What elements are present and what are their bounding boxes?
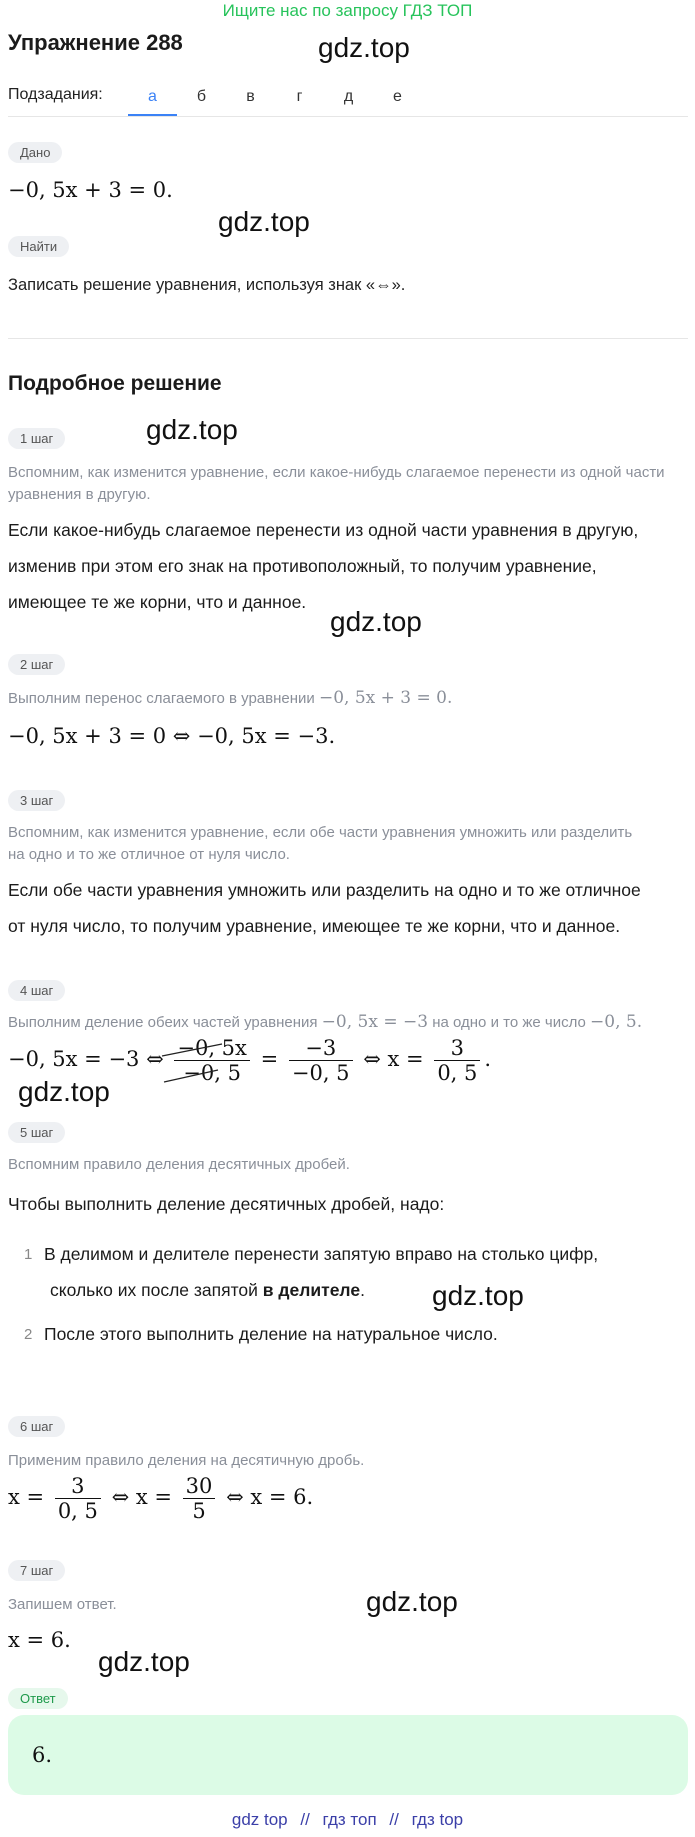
watermark: gdz.top — [146, 414, 238, 445]
step-hint: Вспомним правило деления десятичных дробей. — [8, 1156, 350, 1173]
watermark: gdz.top — [98, 1646, 190, 1677]
tab-d[interactable]: д — [343, 88, 354, 105]
watermark: gdz.top — [218, 206, 310, 237]
answer-chip: Ответ — [8, 1688, 68, 1709]
step-text-line: Если какое-нибудь слагаемое перенести из одной части уравнения в другую, — [8, 520, 639, 540]
step-equation: x = 6. — [8, 1628, 71, 1652]
watermark: gdz.top — [432, 1280, 524, 1311]
list-number: 1 — [24, 1246, 33, 1263]
step-chip: 1 шаг — [8, 428, 65, 449]
watermark: gdz.top — [318, 32, 410, 63]
fraction: $\frac{30}{5}$ — [183, 1474, 216, 1523]
step-text-line: изменив при этом его знак на противоположный, то получим уравнение, — [8, 556, 597, 576]
step-equation: x = $\frac{3}{0, 5}$ ⇔ x = $\frac{30}{5}$ ⇔ x = 6. — [8, 1474, 314, 1523]
answer-value: 6. — [32, 1743, 53, 1767]
step-hint: Применим правило деления на десятичную дробь. — [8, 1452, 365, 1469]
list-item: В делимом и делителе перенести запятую вправо на столько цифр, — [44, 1244, 599, 1264]
answer-box — [8, 1715, 688, 1795]
subtasks-label: Подзадания: — [8, 86, 103, 103]
step-hint: Вспомним, как изменится уравнение, если обе части уравнения умножить или разделить на одно и то же отличное от нуля число. — [8, 824, 633, 863]
watermark: gdz.top — [330, 606, 422, 637]
footer-link[interactable]: гдз топ — [322, 1810, 377, 1829]
step-intro: Чтобы выполнить деление десятичных дробей, надо: — [8, 1194, 445, 1214]
step-chip: 3 шаг — [8, 790, 65, 811]
tab-a[interactable]: а — [128, 78, 177, 116]
tab-b[interactable]: б — [196, 88, 207, 105]
footer-separator: // — [389, 1810, 399, 1829]
divider — [8, 338, 688, 339]
step-text-line: от нуля число, то получим уравнение, имеющее те же корни, что и данное. — [8, 916, 621, 936]
tab-g[interactable]: г — [296, 88, 303, 105]
footer-links — [0, 1810, 695, 1830]
page-title: Упражнение 288 — [8, 30, 183, 55]
step-hint: Выполним деление обеих частей уравнения −0, 5x = −3 на одно и то же число −0, 5. — [8, 1012, 643, 1032]
fraction: $\frac{3}{0, 5}$ — [434, 1036, 480, 1085]
tab-e[interactable]: е — [393, 88, 402, 105]
step-text-line: Если обе части уравнения умножить или разделить на одно и то же отличное — [8, 880, 641, 900]
tab-v[interactable]: в — [246, 88, 255, 105]
fraction: $\frac{3}{0, 5}$ — [55, 1474, 101, 1523]
watermark: gdz.top — [18, 1076, 110, 1107]
step-text-line: имеющее те же корни, что и данное. — [8, 592, 307, 612]
list-number: 2 — [24, 1326, 33, 1343]
step-chip: 5 шаг — [8, 1122, 65, 1143]
find-chip: Найти — [8, 236, 69, 257]
step-chip: 6 шаг — [8, 1416, 65, 1437]
step-chip: 2 шаг — [8, 654, 65, 675]
list-item-cont: сколько их после запятой в делителе. — [50, 1280, 365, 1300]
subtask-tabs — [128, 78, 422, 116]
given-equation: −0, 5x + 3 = 0. — [8, 178, 173, 202]
search-banner[interactable]: Ищите нас по запросу ГДЗ ТОП — [222, 1, 473, 20]
list-item: После этого выполнить деление на натуральное число. — [44, 1324, 498, 1344]
step-chip: 7 шаг — [8, 1560, 65, 1581]
footer-link[interactable]: гдз top — [411, 1810, 464, 1829]
step-hint: Выполним перенос слагаемого в уравнении −0, 5x + 3 = 0. — [8, 688, 453, 708]
step-hint: Запишем ответ. — [8, 1596, 117, 1613]
fraction: $\frac{-0, 5x}{-0, 5}$ — [174, 1036, 250, 1085]
cancel-strike-marks — [160, 1038, 226, 1088]
given-chip: Дано — [8, 142, 62, 163]
footer-separator: // — [300, 1810, 310, 1829]
fraction: $\frac{-3}{-0, 5}$ — [289, 1036, 353, 1085]
step-hint: Вспомним, как изменится уравнение, если какое-нибудь слагаемое перенести из одной части уравнения в другую. — [8, 464, 665, 503]
find-text: Записать решение уравнения, используя знак «⇔». — [8, 276, 406, 294]
watermark: gdz.top — [366, 1586, 458, 1617]
step-chip: 4 шаг — [8, 980, 65, 1001]
solution-title: Подробное решение — [8, 372, 222, 395]
step-equation: −0, 5x = −3 ⇔ $\frac{-0, 5x}{-0, 5}$ = $\frac{-3}{-0, 5}$ ⇔ x = $\frac{3}{0, 5}$ . — [8, 1036, 492, 1085]
divider — [8, 116, 688, 117]
footer-link[interactable]: gdz top — [231, 1810, 288, 1829]
step-equation: −0, 5x + 3 = 0 ⇔ −0, 5x = −3. — [8, 724, 336, 748]
